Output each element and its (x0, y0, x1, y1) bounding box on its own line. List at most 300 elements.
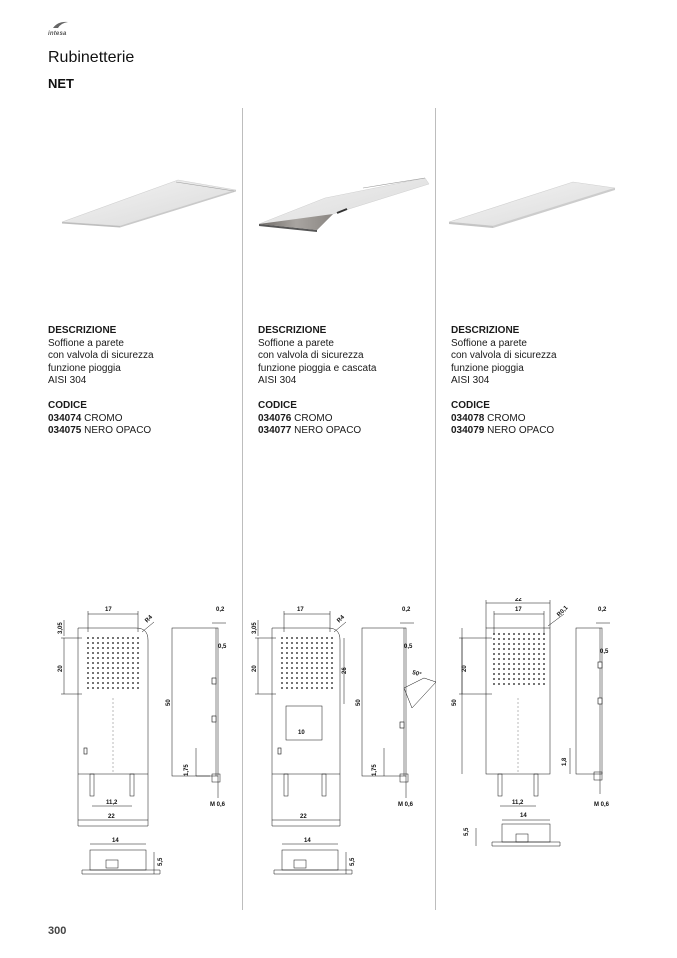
nozzle-dot (137, 682, 139, 684)
nozzle-dot (291, 677, 293, 679)
dim-width-top: 17 (105, 607, 112, 613)
nozzle-dot (503, 648, 505, 650)
nozzle-dot (508, 633, 510, 635)
technical-drawing-1 (50, 598, 240, 878)
nozzle-dot (291, 682, 293, 684)
nozzle-dot (137, 647, 139, 649)
nozzle-dot (102, 652, 104, 654)
nozzle-dot (518, 638, 520, 640)
nozzle-dot (513, 643, 515, 645)
nozzle-dot (321, 682, 323, 684)
product-finish: NERO OPACO (294, 425, 362, 436)
nozzle-dot (122, 677, 124, 679)
nozzle-dot (87, 647, 89, 649)
product-finish: CROMO (84, 412, 123, 424)
nozzle-dot (87, 662, 89, 664)
nozzle-dot (538, 643, 540, 645)
nozzle-dot (316, 667, 318, 669)
nozzle-dot (132, 637, 134, 639)
nozzle-dot (503, 683, 505, 685)
nozzle-dot (122, 662, 124, 664)
nozzle-dot (296, 657, 298, 659)
nozzle-dot (523, 678, 525, 680)
nozzle-dot (296, 662, 298, 664)
description-line: funzione pioggia (48, 362, 121, 374)
nozzle-dot (326, 687, 328, 689)
nozzle-dot (326, 642, 328, 644)
nozzle-dot (498, 638, 500, 640)
description-line: funzione pioggia (451, 362, 524, 374)
nozzle-dot (281, 687, 283, 689)
nozzle-dot (122, 672, 124, 674)
page-number: 300 (48, 925, 67, 937)
nozzle-dot (137, 667, 139, 669)
nozzle-dot (107, 657, 109, 659)
nozzle-dot (513, 633, 515, 635)
nozzle-dot (503, 678, 505, 680)
dim-base-height: 1,8 (562, 757, 568, 766)
technical-drawing-2 (246, 598, 436, 878)
nozzle-dot (281, 672, 283, 674)
nozzle-dot (107, 677, 109, 679)
nozzle-dot (87, 642, 89, 644)
dim-total-width: 22 (300, 814, 307, 820)
dim-side-top: 0,2 (598, 607, 607, 613)
code-row (451, 425, 554, 438)
nozzle-dot (87, 667, 89, 669)
nozzle-dot (503, 668, 505, 670)
nozzle-dot (331, 657, 333, 659)
nozzle-dot (493, 683, 495, 685)
nozzle-dot (112, 657, 114, 659)
dim-top-gap: 3,05 (252, 622, 258, 634)
nozzle-dot (311, 667, 313, 669)
nozzle-dot (528, 663, 530, 665)
nozzle-dot (533, 638, 535, 640)
nozzle-dot (326, 682, 328, 684)
nozzle-dot (92, 642, 94, 644)
nozzle-dot (518, 653, 520, 655)
nozzle-dot (286, 652, 288, 654)
nozzle-dot (533, 678, 535, 680)
nozzle-dot (281, 652, 283, 654)
nozzle-dot (301, 652, 303, 654)
nozzle-dot (306, 677, 308, 679)
nozzle-dot (316, 637, 318, 639)
nozzle-dot (331, 662, 333, 664)
nozzle-dot (493, 638, 495, 640)
dim-section-height: 5,5 (350, 857, 356, 866)
nozzle-dot (306, 652, 308, 654)
column-divider-1 (242, 108, 243, 910)
nozzle-dot (122, 682, 124, 684)
nozzle-dot (97, 652, 99, 654)
code-row (48, 425, 151, 438)
nozzle-dot (112, 687, 114, 689)
nozzle-dot (523, 663, 525, 665)
nozzle-dot (528, 638, 530, 640)
description-line: Soffione a parete (258, 337, 334, 349)
nozzle-dot (306, 642, 308, 644)
nozzle-dot (122, 647, 124, 649)
nozzle-dot (112, 667, 114, 669)
description-line: Soffione a parete (451, 337, 527, 349)
nozzle-dot (122, 642, 124, 644)
nozzle-dot (286, 687, 288, 689)
nozzle-dot (498, 668, 500, 670)
nozzle-dot (513, 658, 515, 660)
nozzle-dot (503, 673, 505, 675)
nozzle-dot (513, 663, 515, 665)
product-image-3 (445, 180, 620, 230)
dim-cascade-width: 10 (298, 730, 305, 736)
product-3-description (451, 325, 557, 388)
code-row (48, 413, 151, 426)
nozzle-dot (326, 672, 328, 674)
nozzle-dot (498, 683, 500, 685)
nozzle-dot (301, 682, 303, 684)
nozzle-dot (498, 663, 500, 665)
nozzle-dot (112, 652, 114, 654)
nozzle-dot (321, 662, 323, 664)
dim-thread: M 0,6 (398, 802, 414, 808)
nozzle-dot (97, 642, 99, 644)
product-finish: CROMO (487, 412, 526, 424)
nozzle-dot (326, 662, 328, 664)
nozzle-dot (296, 672, 298, 674)
description-line: AISI 304 (451, 375, 490, 386)
nozzle-dot (107, 637, 109, 639)
nozzle-dot (533, 668, 535, 670)
nozzle-dot (331, 652, 333, 654)
nozzle-dot (301, 677, 303, 679)
nozzle-dot (513, 653, 515, 655)
nozzle-dot (331, 667, 333, 669)
nozzle-dot (137, 687, 139, 689)
nozzle-dot (296, 652, 298, 654)
nozzle-dot (291, 667, 293, 669)
nozzle-dot (132, 677, 134, 679)
nozzle-dot (513, 683, 515, 685)
dim-total-width: 22 (108, 814, 115, 820)
nozzle-dot (92, 677, 94, 679)
nozzle-dot (523, 653, 525, 655)
nozzle-dot (523, 673, 525, 675)
nozzle-dot (508, 648, 510, 650)
nozzle-dot (523, 643, 525, 645)
product-finish: CROMO (294, 412, 333, 424)
nozzle-dot (518, 673, 520, 675)
nozzle-dot (503, 638, 505, 640)
product-code: 034074 (48, 412, 82, 424)
nozzle-dot (286, 647, 288, 649)
nozzle-dot (301, 662, 303, 664)
nozzle-dot (513, 648, 515, 650)
codes-label: CODICE (48, 400, 87, 411)
description-line: AISI 304 (258, 375, 297, 386)
dim-section-height: 5,5 (464, 827, 470, 836)
nozzle-dot (493, 663, 495, 665)
nozzle-dot (306, 647, 308, 649)
dim-section-width: 14 (112, 838, 119, 844)
nozzle-dot (311, 637, 313, 639)
brand-logo-mark-icon (52, 20, 70, 30)
nozzle-dot (528, 653, 530, 655)
nozzle-dot (92, 687, 94, 689)
dim-width-outer: 22 (515, 598, 522, 603)
nozzle-dot (508, 653, 510, 655)
dim-side-top: 0,2 (402, 607, 411, 613)
nozzle-dot (301, 672, 303, 674)
product-3-codes (451, 400, 554, 438)
nozzle-dot (291, 652, 293, 654)
nozzle-dot (518, 643, 520, 645)
nozzle-dot (291, 687, 293, 689)
nozzle-dot (518, 658, 520, 660)
nozzle-dot (508, 678, 510, 680)
nozzle-dot (112, 642, 114, 644)
nozzle-dot (311, 682, 313, 684)
nozzle-dot (508, 663, 510, 665)
code-row (258, 413, 361, 426)
nozzle-dot (306, 662, 308, 664)
nozzle-dot (513, 638, 515, 640)
nozzle-dot (132, 657, 134, 659)
nozzle-dot (117, 682, 119, 684)
nozzle-dot (538, 673, 540, 675)
nozzle-dot (316, 682, 318, 684)
nozzle-dot (127, 642, 129, 644)
nozzle-dot (301, 647, 303, 649)
nozzle-dot (493, 653, 495, 655)
nozzle-dot (132, 687, 134, 689)
nozzle-dot (107, 647, 109, 649)
description-line: con valvola di sicurezza (258, 350, 364, 361)
nozzle-dot (301, 642, 303, 644)
nozzle-dot (528, 648, 530, 650)
nozzle-dot (331, 677, 333, 679)
nozzle-dot (503, 633, 505, 635)
dim-section-width: 14 (304, 838, 311, 844)
nozzle-dot (97, 647, 99, 649)
nozzle-dot (137, 642, 139, 644)
product-finish: NERO OPACO (487, 425, 555, 436)
nozzle-dot (316, 652, 318, 654)
nozzle-dot (102, 647, 104, 649)
dim-base-height: 1,75 (372, 764, 378, 776)
nozzle-dot (281, 677, 283, 679)
nozzle-dot (137, 677, 139, 679)
nozzle-dot (117, 667, 119, 669)
nozzle-dot (102, 657, 104, 659)
nozzle-dot (127, 662, 129, 664)
brand-logo (48, 20, 78, 40)
nozzle-dot (493, 673, 495, 675)
nozzle-dot (533, 648, 535, 650)
dim-total-length: 50 (166, 699, 172, 706)
nozzle-dot (538, 663, 540, 665)
nozzle-dot (543, 653, 545, 655)
dim-thread: M 0,6 (594, 802, 610, 808)
nozzle-dot (518, 668, 520, 670)
nozzle-dot (117, 642, 119, 644)
nozzle-dot (316, 677, 318, 679)
nozzle-dot (286, 677, 288, 679)
nozzle-dot (132, 667, 134, 669)
nozzle-dot (508, 638, 510, 640)
nozzle-dot (92, 667, 94, 669)
dim-angle: 50° (411, 670, 422, 679)
nozzle-dot (528, 678, 530, 680)
nozzle-dot (286, 657, 288, 659)
nozzle-dot (117, 657, 119, 659)
nozzle-dot (306, 657, 308, 659)
nozzle-dot (503, 663, 505, 665)
nozzle-dot (117, 677, 119, 679)
nozzle-dot (311, 647, 313, 649)
nozzle-dot (518, 678, 520, 680)
nozzle-dot (107, 652, 109, 654)
nozzle-dot (316, 657, 318, 659)
nozzle-dot (291, 642, 293, 644)
dim-height-nozzle: 20 (252, 665, 258, 672)
nozzle-dot (331, 687, 333, 689)
nozzle-dot (137, 662, 139, 664)
nozzle-dot (97, 677, 99, 679)
nozzle-dot (523, 648, 525, 650)
description-line: con valvola di sicurezza (451, 350, 557, 361)
codes-label: CODICE (258, 400, 297, 411)
dim-height-nozzle: 20 (462, 665, 468, 672)
nozzle-dot (296, 667, 298, 669)
nozzle-dot (528, 673, 530, 675)
nozzle-dot (112, 662, 114, 664)
nozzle-dot (498, 678, 500, 680)
nozzle-dot (543, 633, 545, 635)
nozzle-dot (117, 687, 119, 689)
nozzle-dot (137, 652, 139, 654)
codes-label: CODICE (451, 400, 490, 411)
nozzle-dot (306, 672, 308, 674)
nozzle-dot (538, 668, 540, 670)
nozzle-dot (321, 672, 323, 674)
nozzle-dot (311, 642, 313, 644)
dim-height-nozzle: 20 (58, 665, 64, 672)
nozzle-dot (326, 667, 328, 669)
category-title: Rubinetterie (48, 49, 135, 66)
nozzle-dot (498, 658, 500, 660)
nozzle-dot (296, 687, 298, 689)
dim-radius: R4 (144, 614, 155, 625)
nozzle-dot (508, 683, 510, 685)
nozzle-dot (132, 682, 134, 684)
nozzle-dot (127, 657, 129, 659)
nozzle-dot (127, 687, 129, 689)
nozzle-dot (122, 687, 124, 689)
nozzle-dot (493, 658, 495, 660)
nozzle-dot (122, 637, 124, 639)
nozzle-dot (92, 657, 94, 659)
description-line: Soffione a parete (48, 337, 124, 349)
nozzle-dot (493, 633, 495, 635)
nozzle-dot (538, 683, 540, 685)
nozzle-dot (122, 652, 124, 654)
nozzle-dot (331, 642, 333, 644)
nozzle-dot (87, 672, 89, 674)
nozzle-dot (306, 637, 308, 639)
nozzle-dot (306, 667, 308, 669)
product-2-codes (258, 400, 361, 438)
dim-pipe-gap: 11,2 (512, 800, 524, 806)
nozzle-dot (107, 642, 109, 644)
dim-side-top: 0,2 (216, 607, 225, 613)
nozzle-dot (117, 662, 119, 664)
nozzle-dot (286, 662, 288, 664)
nozzle-dot (503, 653, 505, 655)
nozzle-dot (533, 673, 535, 675)
nozzle-dot (331, 682, 333, 684)
nozzle-dot (326, 677, 328, 679)
nozzle-dot (102, 672, 104, 674)
nozzle-dot (518, 683, 520, 685)
nozzle-dot (97, 657, 99, 659)
nozzle-dot (306, 687, 308, 689)
nozzle-dot (97, 672, 99, 674)
nozzle-dot (286, 642, 288, 644)
nozzle-dot (321, 667, 323, 669)
nozzle-dot (112, 637, 114, 639)
description-label: DESCRIZIONE (48, 325, 117, 336)
nozzle-dot (498, 643, 500, 645)
nozzle-dot (122, 667, 124, 669)
nozzle-dot (92, 672, 94, 674)
nozzle-dot (97, 682, 99, 684)
nozzle-dot (102, 662, 104, 664)
nozzle-dot (107, 672, 109, 674)
nozzle-dot (518, 633, 520, 635)
nozzle-dot (291, 637, 293, 639)
nozzle-dot (301, 657, 303, 659)
nozzle-dot (286, 682, 288, 684)
nozzle-dot (127, 652, 129, 654)
nozzle-dot (498, 653, 500, 655)
product-image-2 (253, 172, 433, 232)
nozzle-dot (543, 658, 545, 660)
nozzle-dot (508, 668, 510, 670)
nozzle-dot (498, 633, 500, 635)
nozzle-dot (117, 672, 119, 674)
nozzle-dot (508, 658, 510, 660)
nozzle-dot (533, 663, 535, 665)
nozzle-dot (87, 652, 89, 654)
nozzle-dot (498, 648, 500, 650)
nozzle-dot (326, 657, 328, 659)
nozzle-dot (107, 682, 109, 684)
brand-logo-text: intesa (48, 31, 67, 37)
nozzle-dot (132, 672, 134, 674)
nozzle-dot (538, 633, 540, 635)
nozzle-dot (127, 677, 129, 679)
nozzle-dot (311, 662, 313, 664)
nozzle-dot (528, 683, 530, 685)
nozzle-dot (301, 637, 303, 639)
technical-drawing-3 (440, 598, 630, 868)
nozzle-dot (326, 637, 328, 639)
nozzle-dot (543, 673, 545, 675)
nozzle-dot (281, 637, 283, 639)
nozzle-dot (112, 677, 114, 679)
dim-section-width: 14 (520, 813, 527, 819)
